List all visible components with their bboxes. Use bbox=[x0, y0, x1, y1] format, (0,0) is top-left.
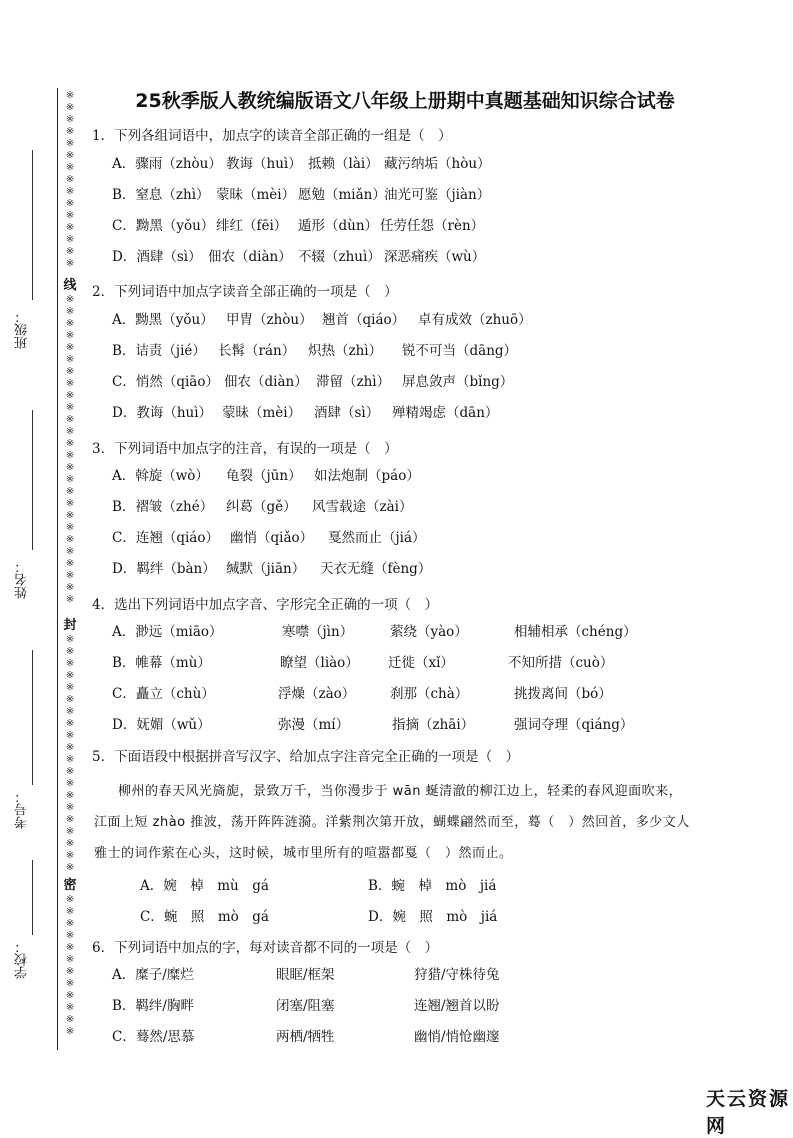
q6-b-3: 连翘/翘首以盼 bbox=[414, 998, 500, 1014]
footer-brand: 天云资源网 bbox=[706, 1088, 791, 1137]
q3-d-2: 缄默（jiān） bbox=[226, 561, 306, 577]
q1-d-1: D．酒肆（sì） bbox=[112, 249, 202, 265]
q3-a-2: 龟裂（jūn） bbox=[226, 468, 302, 484]
question-5-stem: 5．下面语段中根据拼音写汉字、给加点字注音完全正确的一项是（ ） bbox=[92, 749, 520, 765]
q2-c-2: 佃农（diàn） bbox=[224, 374, 308, 390]
q2-a-4: 卓有成效（zhuō） bbox=[418, 312, 532, 328]
q1-a-3: 抵赖（lài） bbox=[308, 156, 379, 172]
q3-b-1: B．褶皱（zhé） bbox=[112, 499, 214, 515]
q6-a-2: 眼眶/框架 bbox=[276, 967, 335, 983]
q2-b-4: 锐不可当（dāng） bbox=[402, 343, 518, 359]
q5-passage-line-1: 柳州的春天风光旖旎，景致万千，当你漫步于 wān 蜒清澈的柳江边上，轻柔的春风迎面吹来， bbox=[118, 784, 683, 799]
x-mark-column-lower: ※ ※ ※ ※ ※ ※ ※ ※ ※ ※ ※ ※ ※ ※ ※ ※ ※ ※ ※ ※ bbox=[65, 634, 75, 873]
q1-d-4: 深恶痛疾（wù） bbox=[384, 249, 486, 265]
q6-c-3: 幽悄/悄怆幽邃 bbox=[414, 1029, 500, 1045]
q3-c-3: 戛然而止（jiá） bbox=[328, 530, 426, 546]
q2-d-4: 殚精竭虑（dān） bbox=[392, 405, 499, 421]
exam-number-label: 考号： bbox=[15, 790, 30, 829]
seal-word: 封 bbox=[63, 618, 77, 633]
q2-d-1: D．教诲（huì） bbox=[112, 405, 213, 421]
binding-line bbox=[57, 88, 58, 1050]
q1-d-3: 不辍（zhuì） bbox=[298, 249, 381, 265]
q3-d-3: 天衣无缝（fèng） bbox=[320, 561, 432, 577]
bind-word: 密 bbox=[63, 878, 77, 893]
q2-c-3: 滞留（zhì） bbox=[316, 374, 391, 390]
q5-passage bbox=[94, 776, 708, 869]
q2-c-4: 屏息敛声（bǐng） bbox=[402, 374, 514, 390]
x-mark-column-upper: ※ ※ ※ ※ ※ ※ ※ ※ ※ ※ ※ ※ ※ ※ ※ ※ ※ ※ ※ ※ ※ ※ ※ ※ ※ ※ bbox=[65, 294, 75, 605]
q4-a-4: 相辅相承（chéng） bbox=[514, 624, 637, 640]
q1-c-1: C．黝黑（yǒu） bbox=[112, 218, 215, 234]
q3-c-2: 幽悄（qiǎo） bbox=[230, 530, 314, 546]
q2-a-1: A．黝黑（yǒu） bbox=[112, 312, 214, 328]
q5-option-b[interactable]: B．蜿 棹 mò jiá bbox=[368, 878, 497, 894]
q3-b-2: 纠葛（gě） bbox=[226, 499, 297, 515]
q4-b-1: B．帷幕（mù） bbox=[112, 655, 211, 671]
q4-a-3: 萦绕（yào） bbox=[390, 624, 468, 640]
q4-b-2: 瞭望（liào） bbox=[280, 655, 359, 671]
q1-b-4: 油光可鉴（jiàn） bbox=[384, 187, 491, 203]
q1-a-2: 教诲（huì） bbox=[226, 156, 302, 172]
exam-number-underline[interactable] bbox=[32, 650, 33, 785]
q4-c-4: 挑拨离间（bó） bbox=[514, 686, 612, 702]
q3-b-3: 风雪载途（zài） bbox=[312, 499, 413, 515]
exam-title: 25秋季版人教统编版语文八年级上册期中真题基础知识综合试卷 bbox=[135, 90, 675, 112]
q2-d-3: 酒肆（sì） bbox=[314, 405, 380, 421]
q4-d-1: D．妩媚（wǔ） bbox=[112, 717, 211, 733]
q1-a-1: A．骤雨（zhòu） bbox=[112, 156, 222, 172]
q1-a-4: 藏污纳垢（hòu） bbox=[384, 156, 491, 172]
school-label: 学校： bbox=[15, 940, 30, 979]
q6-c-2: 两栖/牺牲 bbox=[276, 1029, 335, 1045]
q2-c-1: C．悄然（qiāo） bbox=[112, 374, 219, 390]
q1-b-3: 愿勉（miǎn） bbox=[298, 187, 386, 203]
q1-c-4: 任劳任怨（rèn） bbox=[380, 218, 485, 234]
q4-c-1: C．矗立（chù） bbox=[112, 686, 215, 702]
q2-a-3: 翘首（qiáo） bbox=[322, 312, 406, 328]
q6-c-1: C．蓦然/思慕 bbox=[112, 1029, 195, 1045]
q4-d-3: 指摘（zhāi） bbox=[392, 717, 475, 733]
line-word: 线 bbox=[63, 278, 77, 293]
q6-b-2: 闭塞/阻塞 bbox=[276, 998, 335, 1014]
q4-c-2: 浮燥（zào） bbox=[278, 686, 356, 702]
question-6-stem: 6．下列词语中加点的字，每对读音都不同的一项是（ ） bbox=[92, 940, 439, 956]
q2-a-2: 甲胄（zhòu） bbox=[226, 312, 313, 328]
question-2-stem: 2．下列词语中加点字读音全部正确的一项是（ ） bbox=[92, 284, 398, 300]
school-underline[interactable] bbox=[32, 860, 33, 935]
name-underline[interactable] bbox=[32, 410, 33, 550]
q2-b-3: 炽热（zhì） bbox=[308, 343, 383, 359]
class-underline[interactable] bbox=[32, 150, 33, 300]
question-4-stem: 4．选出下列词语中加点字音、字形完全正确的一项（ ） bbox=[92, 597, 439, 613]
q4-b-4: 不知所措（cuò） bbox=[508, 655, 614, 671]
q5-passage-line-3: 雅士的词作萦在心头，这时候，城市里所有的喧嚣都戛（ ）然而止。 bbox=[94, 846, 513, 861]
q6-b-1: B．羁绊/胸畔 bbox=[112, 998, 194, 1014]
q1-b-1: B．窒息（zhì） bbox=[112, 187, 210, 203]
name-label: 姓名： bbox=[15, 560, 30, 599]
q1-c-3: 遁形（dùn） bbox=[298, 218, 379, 234]
q5-passage-line-2: 江面上短 zhào 推波，荡开阵阵涟漪。洋紫荆次第开放，蝴蝶翩然而至，蓦（ ）然回首，多少文人 bbox=[94, 815, 690, 830]
q3-c-1: C．连翘（qiáo） bbox=[112, 530, 219, 546]
question-1-stem: 1．下列各组词语中，加点字的读音全部正确的一组是（ ） bbox=[92, 128, 452, 144]
q4-a-1: A．渺远（miāo） bbox=[112, 624, 223, 640]
q1-c-2: 绯红（fēi） bbox=[216, 218, 288, 234]
q4-a-2: 寒噤（jìn） bbox=[282, 624, 354, 640]
q3-a-3: 如法炮制（páo） bbox=[314, 468, 420, 484]
q4-d-4: 强词夺理（qiáng） bbox=[514, 717, 634, 733]
x-mark-column-bottom: ※ ※ ※ ※ ※ ※ ※ ※ ※ ※ ※ ※ bbox=[65, 894, 75, 1037]
q2-b-1: B．诘责（jié） bbox=[112, 343, 206, 359]
q5-option-d[interactable]: D．婉 照 mò jiá bbox=[368, 909, 498, 925]
q1-b-2: 蒙昧（mèi） bbox=[216, 187, 296, 203]
q1-d-2: 佃农（diàn） bbox=[208, 249, 292, 265]
q4-b-3: 迁徙（xǐ） bbox=[388, 655, 454, 671]
q4-c-3: 刹那（chà） bbox=[390, 686, 469, 702]
q3-a-1: A．斡旋（wò） bbox=[112, 468, 209, 484]
q4-d-2: 弥漫（mí） bbox=[278, 717, 350, 733]
q3-d-1: D．羁绊（bàn） bbox=[112, 561, 216, 577]
q2-b-2: 长髯（rán） bbox=[218, 343, 296, 359]
q2-d-2: 蒙昧（mèi） bbox=[222, 405, 302, 421]
q6-a-1: A．糜子/糜烂 bbox=[112, 967, 194, 983]
question-3-stem: 3．下列词语中加点字的注音，有误的一项是（ ） bbox=[92, 441, 398, 457]
q5-option-a[interactable]: A．婉 棹 mù gá bbox=[140, 878, 269, 894]
class-label: 班级： bbox=[15, 310, 30, 349]
q5-option-c[interactable]: C．蜿 照 mò gá bbox=[140, 909, 269, 925]
q6-a-3: 狩猎/守株待兔 bbox=[414, 967, 500, 983]
x-mark-column-top: ※ ※ ※ ※ ※ ※ ※ ※ ※ ※ ※ ※ ※ ※ ※ bbox=[65, 90, 75, 269]
